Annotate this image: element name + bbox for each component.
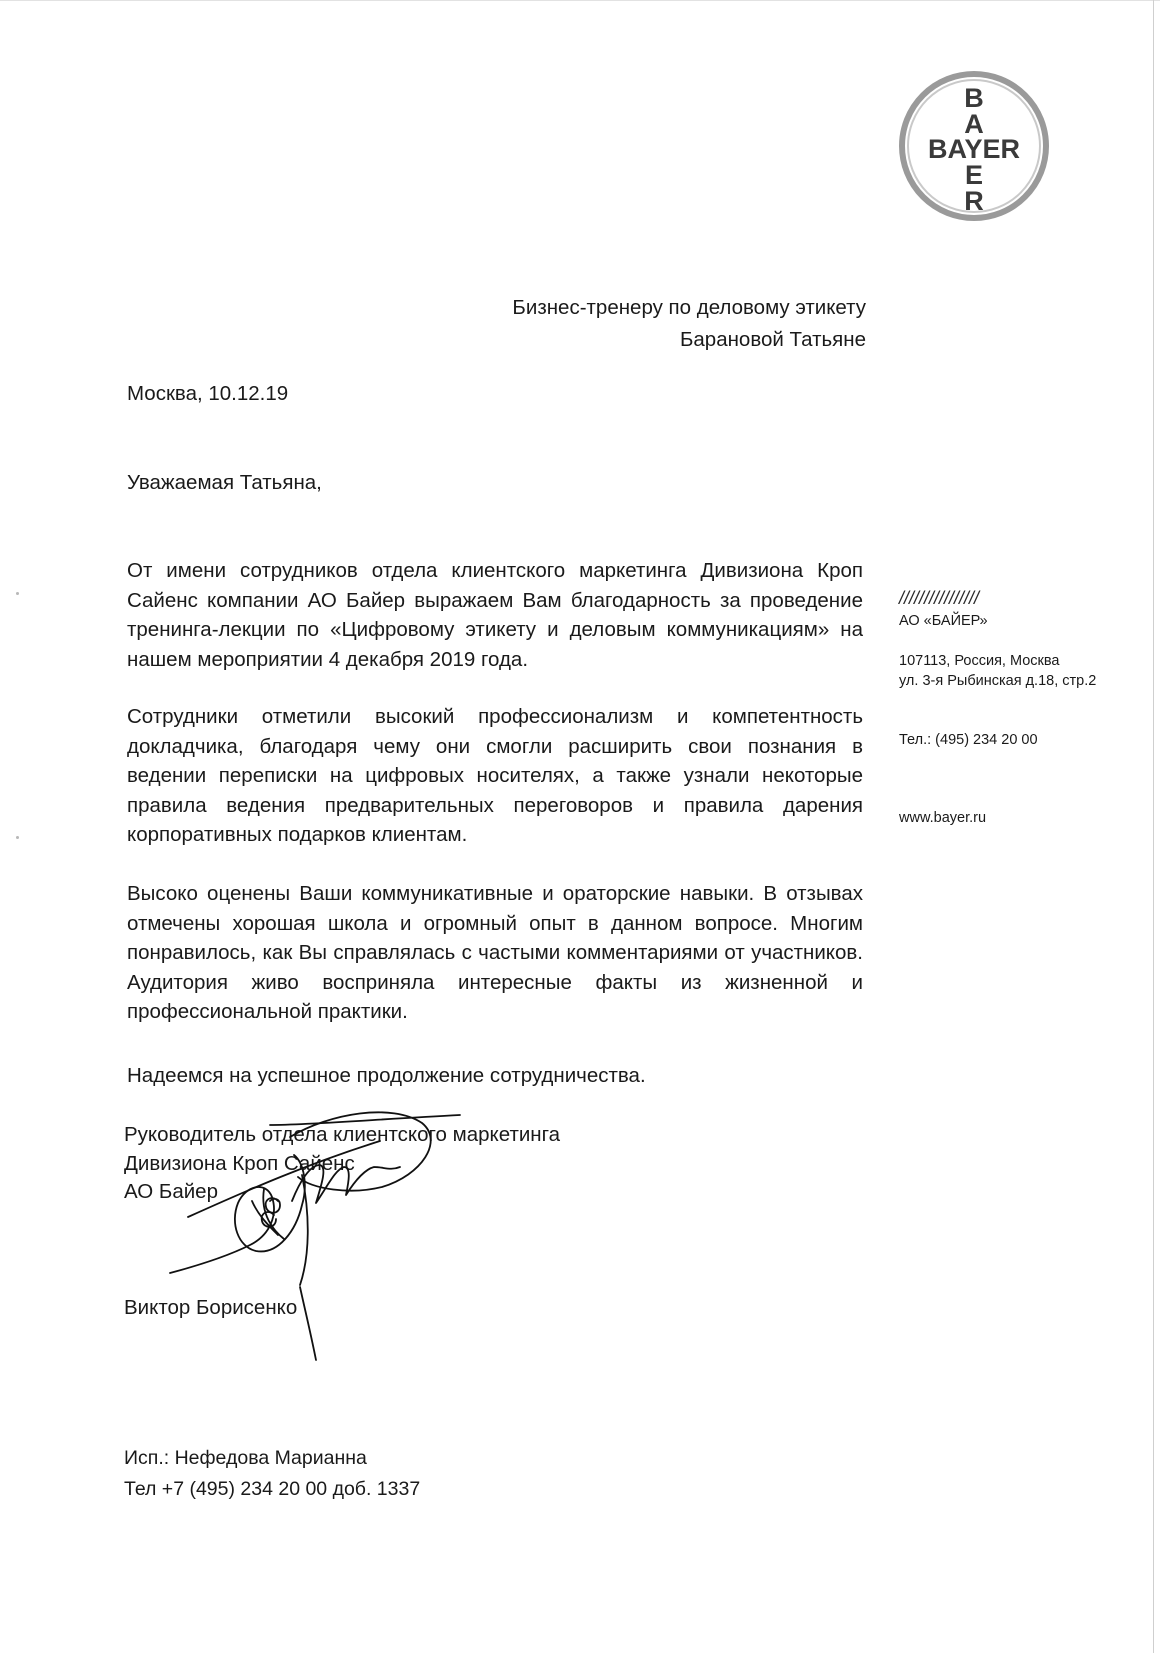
sidebar-phone: Тел.: (495) 234 20 00: [899, 732, 1038, 748]
signatory-title-line1: Руководитель отдела клиентского маркетинга: [124, 1123, 561, 1146]
sidebar-website: www.bayer.ru: [899, 810, 987, 826]
signatory-title-line3: АО Байер: [124, 1180, 218, 1203]
city-date: Москва, 10.12.19: [127, 382, 289, 405]
paragraph-feedback: Сотрудники отметили высокий профессионализм и компетентность докладчика, благодаря чему они смогли расширить свои познания в ведении переписки на цифровых носителях, а также узнали некоторые правила ведения предварительных переговоров и правила дарения корпоративных подарков клиентам.: [127, 705, 863, 846]
scan-speck: [16, 836, 19, 839]
logo-letter-r: R: [964, 186, 984, 216]
page-right-edge: [1153, 0, 1154, 1653]
signer-name: Виктор Борисенко: [124, 1296, 298, 1319]
scan-speck: [16, 592, 19, 595]
paragraph-thanks: От имени сотрудников отдела клиентского маркетинга Дивизиона Кроп Сайенс компании АО Байер выражаем Вам благодарность за проведение тренинга-лекции по «Цифровому этикету и деловым коммуникациям» на нашем мероприятии 4 декабря 2019 года.: [127, 559, 863, 671]
page-top-edge: [0, 0, 1160, 1]
paragraph-skills: Высоко оценены Ваши коммуникативные и ораторские навыки. В отзывах отмечены хорошая школа и огромный опыт в данном вопросе. Многим понравилось, как Вы справлялась с частыми комментариями от участников. Аудитория живо восприняла интересные факты из жизненной и профессиональной практики.: [127, 882, 863, 1023]
logo-letter-e: E: [964, 160, 984, 190]
addressee-block: [430, 292, 866, 356]
addressee-position: Бизнес-тренеру по деловому этикету: [512, 296, 866, 319]
paragraph-closing: Надеемся на успешное продолжение сотрудничества.: [127, 1064, 646, 1087]
sidebar-address-line2: ул. 3-я Рыбинская д.18, стр.2: [899, 673, 1097, 689]
bayer-logo: [898, 70, 1050, 222]
logo-horizontal-word: BAYER: [927, 134, 1021, 164]
logo-letter-b: B: [964, 83, 984, 113]
executor-phone: Тел +7 (495) 234 20 00 доб. 1337: [124, 1478, 421, 1500]
addressee-name: Барановой Татьяне: [679, 328, 866, 351]
sidebar-address-line1: 107113, Россия, Москва: [899, 653, 1060, 669]
sidebar-company: АО «БАЙЕР»: [899, 613, 988, 629]
handwritten-signature: [160, 1105, 620, 1365]
logo-letter-a: A: [964, 109, 984, 139]
signatory-title-line2: Дивизиона Кроп Сайенс: [124, 1151, 355, 1175]
greeting: Уважаемая Татьяна,: [127, 471, 322, 494]
sidebar-slashes: ////////////////: [899, 588, 980, 608]
executor-name: Исп.: Нефедова Марианна: [124, 1447, 367, 1469]
